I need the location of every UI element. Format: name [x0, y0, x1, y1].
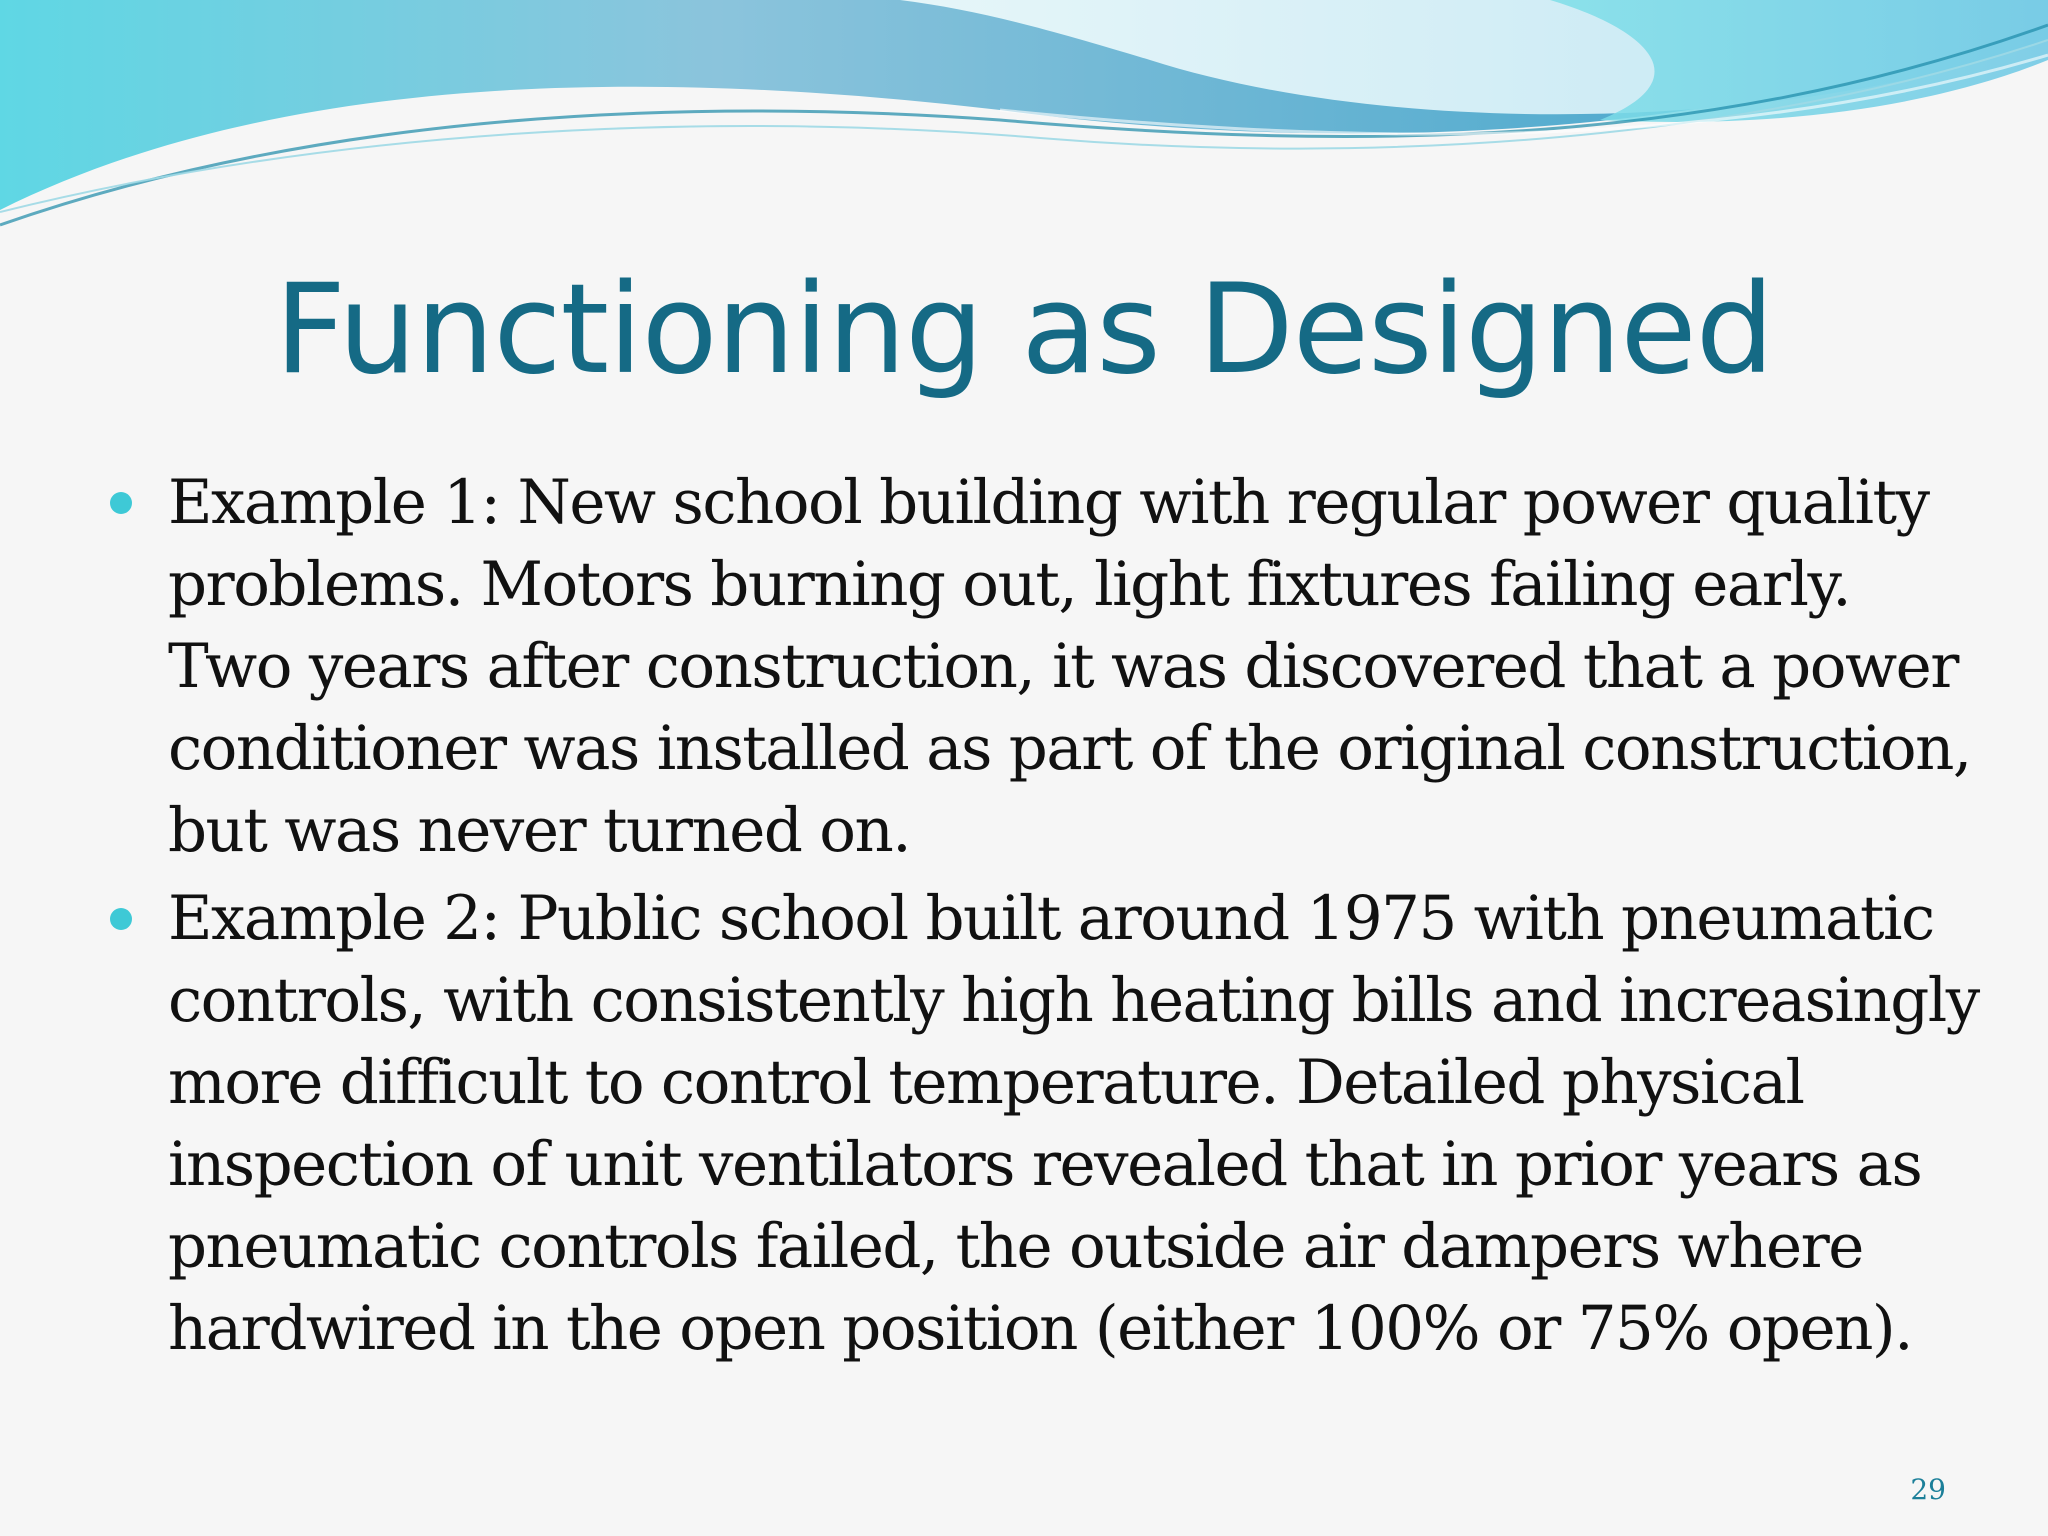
bullet-item-example-2 — [110, 878, 1990, 1370]
header-wave-decoration — [0, 0, 2048, 240]
slide-title: Functioning as Designed — [274, 258, 1774, 402]
bullet-dot-icon — [110, 908, 132, 930]
bullet-dot-icon — [110, 492, 132, 514]
bullet-text: Example 1: New school building with regular power quality problems. Motors burning out, light fixtures failing early. Two years after construction, it was discovered that a power conditioner was installed as part of the original construction, but was never turned on. — [168, 467, 1971, 866]
bullet-item-example-1 — [110, 462, 1990, 872]
bullet-text: Example 2: Public school built around 1975 with pneumatic controls, with consistently high heating bills and increasingly more difficult to control temperature. Detailed physical inspection of unit ventilators revealed that in prior years as pneumatic controls failed, the outside air dampers where hardwired in the open position (either 100% or 75% open). — [168, 883, 1979, 1364]
slide-number: 29 — [1910, 1473, 1946, 1506]
bullet-list — [110, 462, 1990, 1376]
